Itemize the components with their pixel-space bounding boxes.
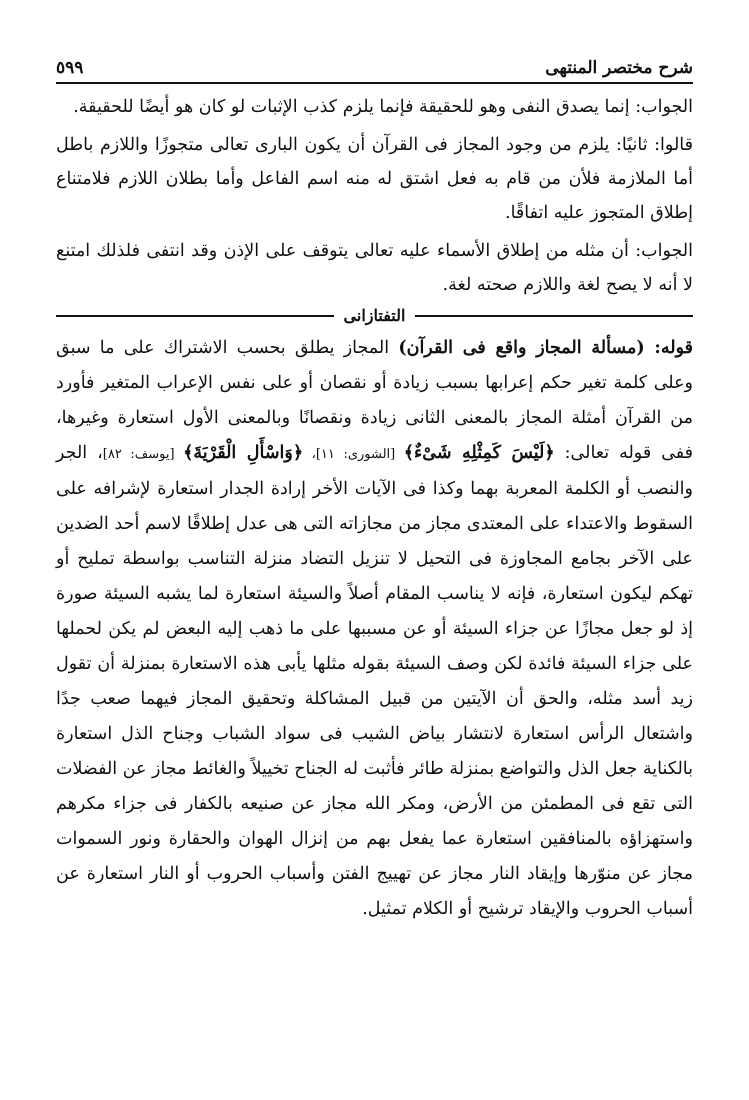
divider-rule-left [56,315,334,317]
page-number: ٥٩٩ [56,58,84,78]
commentary-text-1: المجاز يطلق بحسب الاشتراك على ما سبق وعلى كلمة تغير حكم إعرابها بسبب زيادة أو نقصان أو على نفس الإعراب المتغير فأورد من القرآن أمثلة المجاز بالمعنى الثانى زيادة ونقصانًا وبالمعنى الأول استعارة وغيرها، ففى قوله تعالى: [56,338,693,463]
page-header [56,58,693,84]
answer-paragraph-2: الجواب: أن مثله من إطلاق الأسماء عليه تعالى يتوقف على الإذن وقد انتفى فلذلك امتنع لا أنه لا يصح لغة واللازم صحته لغة. [56,241,693,295]
quran-verse-2: ﴿وَاسْأَلِ الْقَرْيَةَ﴾ [183,443,304,463]
verse-citation-1: [الشورى: ١١]، [303,447,404,462]
commentary-lead: قوله: (مسألة المجاز واقع فى القرآن) [398,338,693,358]
divider-rule-right [415,315,693,317]
verse-citation-2: [يوسف: ٨٢] [102,447,184,462]
commentary-paragraph [56,331,693,927]
book-page [56,58,693,927]
main-text [56,90,693,302]
objection-paragraph: قالوا: ثانيًا: يلزم من وجود المجاز فى القرآن أن يكون البارى تعالى متجوزًا واللازم باطل أما الملازمة فلأن من قام به فعل اشتق له منه اسم الفاعل وأما بطلان اللازم فلامتناع إطلاق المتجوز عليه اتفاقًا. [56,135,693,223]
quran-verse-1: ﴿لَيْسَ كَمِثْلِهِ شَىْءٌ﴾ [403,443,555,463]
commentary-text-2: ، الجر والنصب أو الكلمة المعربة بهما وكذا فى الآيات الأخر إرادة الجدار استعارة لإشرافه على السقوط والاعتداء على المعتدى مجاز من مجازاته التى هى عدل إطلاقًا لاسم أحد الضدين على الآخر بجامع المجاوزة فى التحيل لا تنزيل التضاد منزلة التناسب بواسطة تمليح أو تهكم ليكون استعارة، فإنه لا يناسب المقام أصلاً والسيئة استعارة لما يشبه السيئة صورة إذ لو جعل مجازًا عن جزاء السيئة أو عن مسببها على ما ذهب إليه البعض لم يكن لحملها على جزاء السيئة فائدة لكن وصف السيئة بقوله مثلها يأبى هذه الاستعارة بمنزلة أن تقول زيد أسد مثله، والحق أن الآيتين من قبيل المشاكلة وتحقيق المجاز فيهما صعب جدًا واشتعال الرأس استعارة لانتشار بياض الشيب فى سواد الشباب وجناح الذل استعارة بالكناية جعل الذل والتواضع بمنزلة طائر فأثبت له الجناح تخييلاً والغائط مجاز عن الفضلات التى تقع فى المطمئن من الأرض، ومكر الله مجاز عن صنيعه بالكفار فى جزاء مكرهم واستهزاؤه بالمنافقين استعارة عما يفعل بهم من إنزال الهوان والحقارة ونور السموات مجاز عن منوّرها وإيقاد النار مجاز عن تهييج الفتن وأسباب الحروب أو النار استعارة عن أسباب الحروب والإيقاد ترشيح أو الكلام تمثيل. [56,443,693,919]
commentator-name: التفتازانى [343,306,406,325]
running-title: شرح مختصر المنتهى [545,58,693,78]
commentary-divider [56,306,693,325]
answer-paragraph-1: الجواب: إنما يصدق النفى وهو للحقيقة فإنما يلزم كذب الإثبات لو كان هو أيضًا للحقيقة. [73,97,693,117]
